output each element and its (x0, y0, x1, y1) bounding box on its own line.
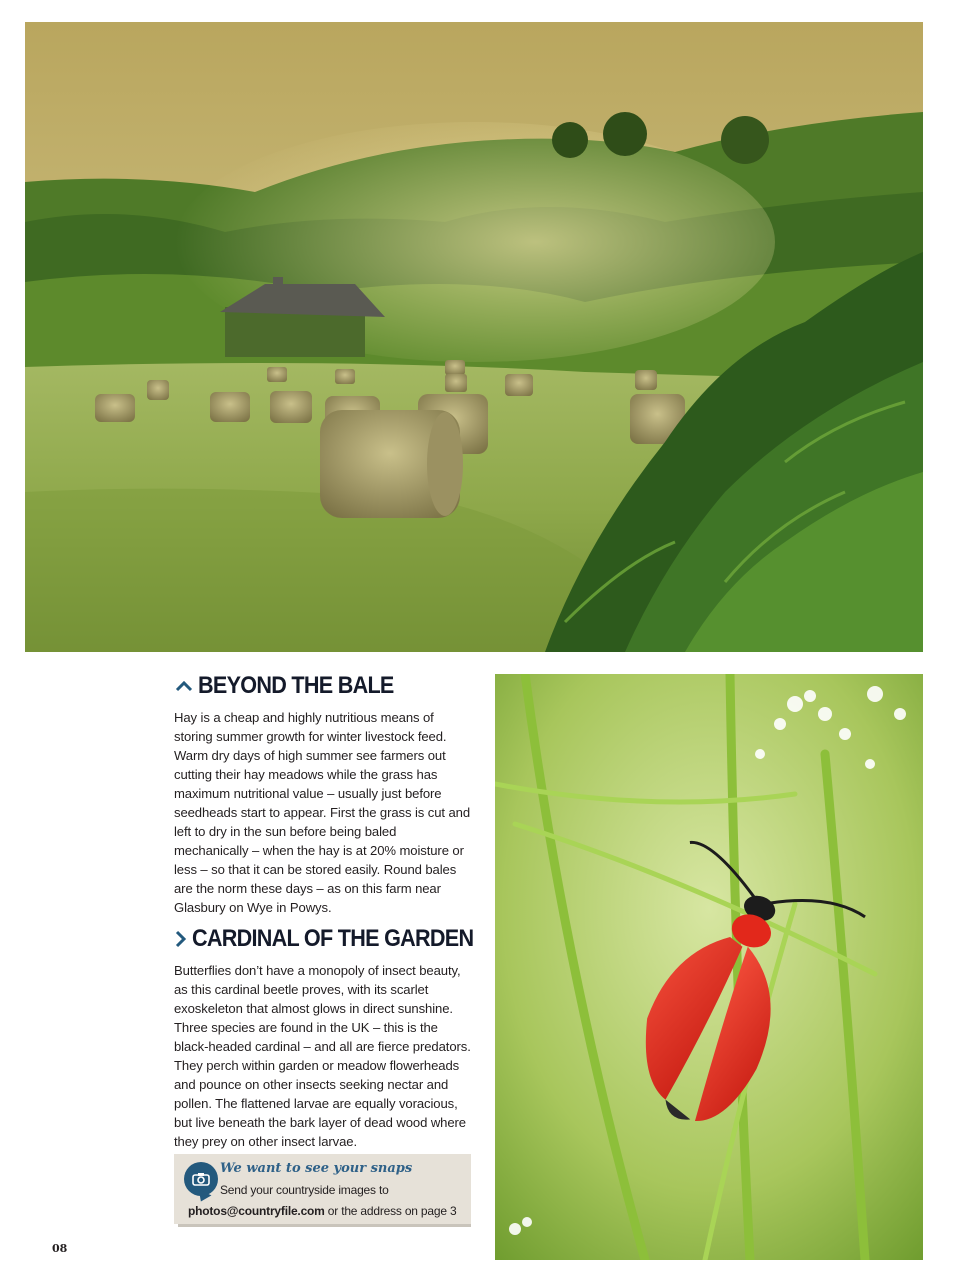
headline-text: CARDINAL OF THE GARDEN (192, 925, 474, 952)
camera-icon (184, 1162, 218, 1196)
headline-beyond-the-bale (174, 672, 474, 700)
snaps-panel (174, 1154, 471, 1224)
chevron-up-icon (174, 676, 194, 696)
chevron-right-icon (174, 929, 188, 949)
snaps-instructions: Send your countryside images to (220, 1183, 389, 1197)
beetle-illustration (495, 674, 923, 1260)
article-body: Hay is a cheap and highly nutritious means of storing summer growth for winter livestock feed. Warm dry days of high summer see farmers out cutting their hay meadows while the grass has maximum nutritional value – usually just before seedheads start to appear. First the grass is cut and left to dry in the sun before being baled mechanically – when the hay is at 20% moisture or less – so that it can be stored easily. Round bales are the norm these days – as on this farm near Glasbury on Wye in Powys. (174, 710, 471, 915)
snaps-contact (188, 1204, 456, 1218)
hay-field-photo (25, 22, 923, 652)
cardinal-beetle-photo (495, 674, 923, 1260)
hay-field-illustration (25, 22, 923, 652)
article-beyond-the-bale (174, 672, 474, 917)
snaps-email-link[interactable]: photos@countryfile.com (188, 1204, 325, 1218)
article-body: Butterflies don’t have a monopoly of insect beauty, as this cardinal beetle proves, with its scarlet exoskeleton that almost glows in direct sunshine. Three species are found in the UK – this is the black-headed cardinal – and all are fierce predators. They perch within garden or meadow flowerheads and pounce on other insects seeking nectar and pollen. The flattened larvae are equally voracious, but live beneath the bark layer of dead wood where they prey on other insect larvae. (174, 963, 471, 1149)
page-number: 08 (52, 1242, 68, 1255)
snaps-title: We want to see your snaps (220, 1161, 413, 1176)
snaps-contact-rest: or the address on page 3 (324, 1204, 457, 1218)
headline-text: BEYOND THE BALE (198, 672, 394, 699)
article-cardinal-of-the-garden (174, 925, 474, 1151)
headline-cardinal-of-the-garden (174, 925, 474, 953)
